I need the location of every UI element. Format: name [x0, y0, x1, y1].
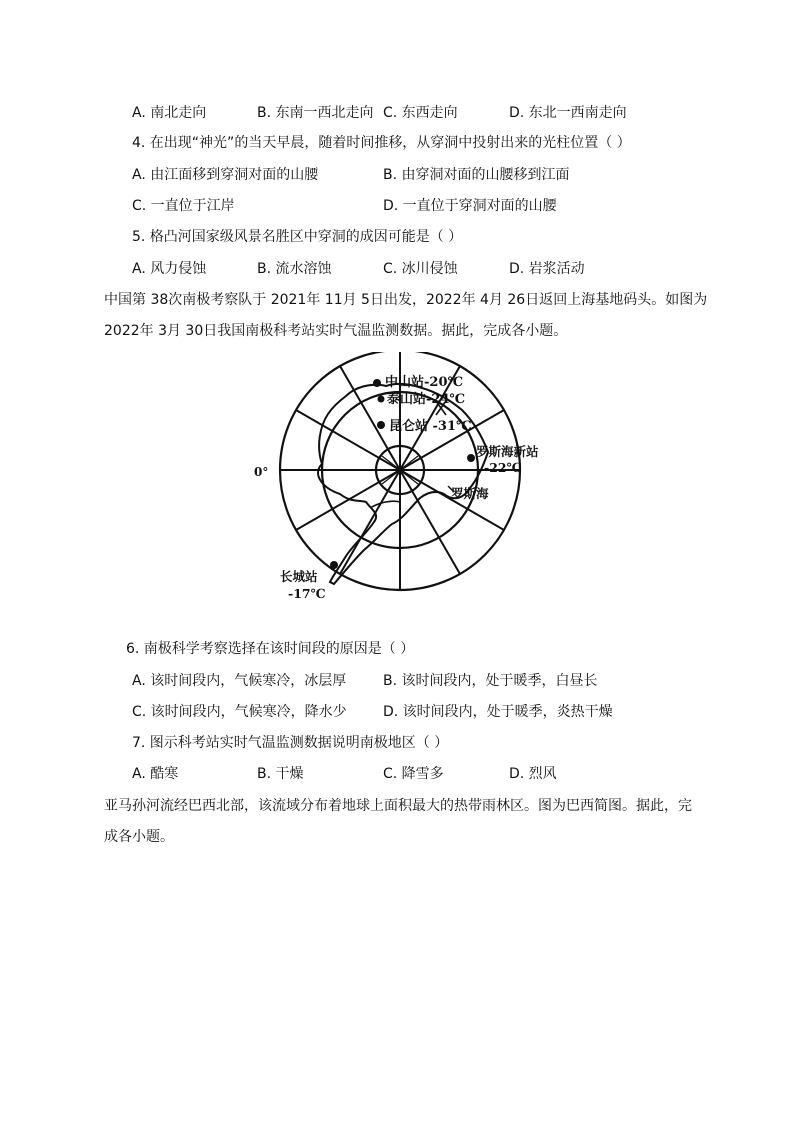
kunlun-station-label: 昆仑站 -31℃ [389, 419, 472, 434]
luosihai-station-temp: -22℃ [484, 460, 522, 475]
zhongshan-station-label: 中山站-20℃ [385, 375, 464, 390]
luosihai-sea-label: 罗斯海 [451, 486, 489, 501]
luosihai-station-marker [467, 454, 475, 462]
q3-option-d: D. 东北一西南走向 [509, 105, 627, 121]
luosihai-station-label: 罗斯海新站 [476, 444, 539, 459]
q3-option-a: A. 南北走向 [132, 105, 207, 121]
passage1-line2: 2022年 3月 30日我国南极科考站实时气温监测数据。据此，完成各小题。 [104, 323, 568, 339]
q3-option-c: C. 东西走向 [383, 105, 458, 121]
passage1-line1: 中国第 38次南极考察队于 2021年 11月 5日出发，2022年 4月 26日返回上海基地码头。如图为 [104, 292, 708, 308]
taishan-station-label: 泰山站-24℃ [387, 392, 466, 407]
taishan-station-marker [378, 396, 385, 403]
passage2-line2: 成各小题。 [104, 829, 174, 845]
q4-option-b: B. 由穿洞对面的山腰移到江面 [383, 167, 570, 183]
q7-stem: 7. 图示科考站实时气温监测数据说明南极地区（ ） [132, 735, 449, 751]
passage2-line1: 亚马孙河流经巴西北部，该流域分布着地球上面积最大的热带雨林区。图为巴西简图。据此，完 [104, 798, 692, 814]
q4-stem: 4. 在出现“神光”的当天早晨，随着时间推移，从穿洞中投射出来的光柱位置（ ） [132, 135, 631, 151]
q7-option-d: D. 烈风 [509, 766, 557, 782]
q7-option-c: C. 降雪多 [383, 766, 444, 782]
q3-option-b: B. 东南一西北走向 [257, 105, 374, 121]
q5-option-d: D. 岩浆活动 [509, 261, 585, 277]
q7-option-a: A. 酷寒 [132, 766, 179, 782]
q4-option-a: A. 由江面移到穿洞对面的山腰 [132, 167, 319, 183]
antarctica-coastline [318, 384, 488, 584]
zhongshan-station-marker [373, 379, 381, 387]
q6-option-a: A. 该时间段内，气候寒冷，冰层厚 [132, 673, 347, 689]
changcheng-station-temp: -17℃ [288, 586, 326, 601]
antarctica-map [250, 352, 550, 610]
q5-option-c: C. 冰川侵蚀 [383, 261, 458, 277]
q6-option-c: C. 该时间段内，气候寒冷，降水少 [132, 704, 347, 720]
kunlun-station-marker [377, 421, 385, 429]
zero-meridian-label: 0° [254, 465, 269, 479]
q4-option-d: D. 一直位于穿洞对面的山腰 [383, 198, 557, 214]
q5-option-b: B. 流水溶蚀 [257, 261, 332, 277]
q5-stem: 5. 格凸河国家级风景名胜区中穿洞的成因可能是（ ） [132, 229, 463, 245]
changcheng-station-marker [330, 561, 338, 569]
q6-stem: 6. 南极科学考察选择在该时间段的原因是（ ） [126, 641, 415, 657]
q7-option-b: B. 干燥 [257, 766, 304, 782]
q5-option-a: A. 风力侵蚀 [132, 261, 207, 277]
changcheng-station-label: 长城站 [280, 569, 318, 584]
q6-option-b: B. 该时间段内，处于暖季，白昼长 [383, 673, 598, 689]
q6-option-d: D. 该时间段内，处于暖季，炎热干燥 [383, 704, 613, 720]
q4-option-c: C. 一直位于江岸 [132, 198, 235, 214]
